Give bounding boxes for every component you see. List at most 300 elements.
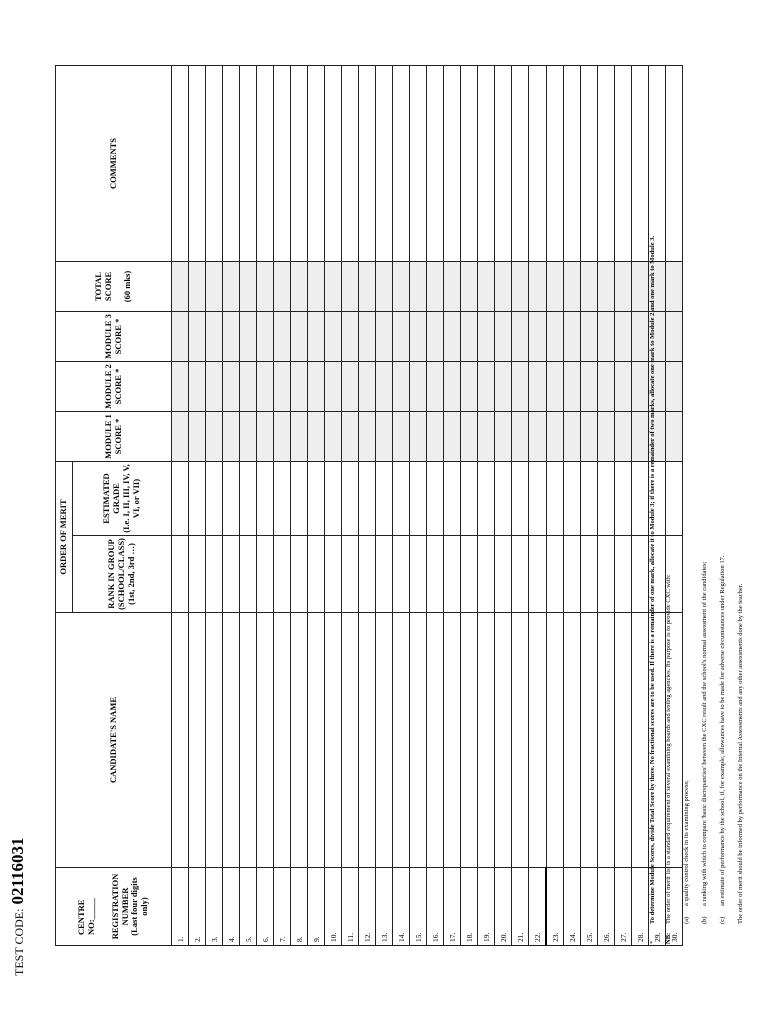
rank-cell[interactable] — [410, 536, 427, 613]
m2-cell[interactable] — [461, 362, 478, 412]
rank-cell[interactable] — [172, 536, 189, 613]
rank-cell[interactable] — [632, 536, 649, 613]
total-cell[interactable] — [427, 262, 444, 312]
total-cell[interactable] — [308, 262, 325, 312]
order-of-merit-header: ORDER OF MERIT — [56, 462, 73, 613]
m3-cell[interactable] — [512, 312, 529, 362]
row-number: 22. — [529, 868, 547, 946]
comments-cell[interactable] — [478, 66, 495, 262]
table-row — [615, 66, 632, 946]
comments-cell[interactable] — [581, 66, 598, 262]
m1-cell[interactable] — [172, 412, 189, 462]
estimated-grade-header: ESTIMATED GRADE (I.e. I, II, III, IV, V, VI, or VII) — [73, 462, 172, 536]
row-number: 6. — [257, 868, 274, 946]
note-b-label: (b) — [701, 916, 708, 924]
name-cell[interactable] — [632, 613, 649, 868]
grade-cell[interactable] — [495, 462, 512, 536]
table-row — [410, 66, 427, 946]
m2-cell[interactable] — [308, 362, 325, 412]
m1-cell[interactable] — [410, 412, 427, 462]
grade-cell[interactable] — [564, 462, 581, 536]
note-b-text: a ranking with which to compare 'basic discrepancies' between the CXC result and the school's normal assessment of the candidates; — [701, 561, 708, 906]
m3-cell[interactable] — [632, 312, 649, 362]
rank-cell[interactable] — [598, 536, 615, 613]
comments-cell[interactable] — [189, 66, 206, 262]
comments-cell[interactable] — [546, 66, 564, 262]
name-cell[interactable] — [427, 613, 444, 868]
comments-cell[interactable] — [649, 66, 666, 262]
rank-cell[interactable] — [427, 536, 444, 613]
total-cell[interactable] — [172, 262, 189, 312]
candidate-name-header: CANDIDATE'S NAME — [56, 613, 172, 868]
grade-cell[interactable] — [172, 462, 189, 536]
comments-cell[interactable] — [206, 66, 223, 262]
total-cell[interactable] — [274, 262, 291, 312]
name-cell[interactable] — [172, 613, 189, 868]
total-score-header: TOTAL SCORE (60 mks) — [56, 262, 172, 312]
m1-cell[interactable] — [274, 412, 291, 462]
row-number: 21. — [512, 868, 529, 946]
m3-cell[interactable] — [393, 312, 410, 362]
table-row — [512, 66, 529, 946]
m3-cell[interactable] — [359, 312, 376, 362]
row-number: 27. — [615, 868, 632, 946]
total-cell[interactable] — [598, 262, 615, 312]
m2-cell[interactable] — [444, 362, 461, 412]
row-number: 16. — [427, 868, 444, 946]
comments-cell[interactable] — [172, 66, 189, 262]
rank-cell[interactable] — [512, 536, 529, 613]
m1-cell[interactable] — [359, 412, 376, 462]
rank-cell[interactable] — [291, 536, 308, 613]
comments-cell[interactable] — [632, 66, 649, 262]
row-number: 17. — [444, 868, 461, 946]
m3-cell[interactable] — [240, 312, 257, 362]
rank-header: RANK IN GROUP (SCHOOL/CLASS) (1st, 2nd, 3rd …) — [73, 536, 172, 613]
rank-cell[interactable] — [240, 536, 257, 613]
m1-cell[interactable] — [529, 412, 547, 462]
table-row — [223, 66, 240, 946]
m3-cell[interactable] — [172, 312, 189, 362]
m1-cell[interactable] — [189, 412, 206, 462]
row-number: 26. — [598, 868, 615, 946]
comments-cell[interactable] — [274, 66, 291, 262]
m1-cell[interactable] — [308, 412, 325, 462]
total-cell[interactable] — [632, 262, 649, 312]
row-number: 24. — [564, 868, 581, 946]
name-cell[interactable] — [342, 613, 359, 868]
total-cell[interactable] — [189, 262, 206, 312]
grade-cell[interactable] — [274, 462, 291, 536]
rank-cell[interactable] — [478, 536, 495, 613]
nb-label: NB: — [665, 932, 672, 944]
m3-cell[interactable] — [189, 312, 206, 362]
total-cell[interactable] — [359, 262, 376, 312]
name-cell[interactable] — [393, 613, 410, 868]
note-a-text: a quality control check in its examining process; — [683, 780, 690, 906]
m2-cell[interactable] — [172, 362, 189, 412]
total-cell[interactable] — [478, 262, 495, 312]
m2-cell[interactable] — [189, 362, 206, 412]
total-cell[interactable] — [615, 262, 632, 312]
m1-cell[interactable] — [478, 412, 495, 462]
name-cell[interactable] — [274, 613, 291, 868]
m3-cell[interactable] — [495, 312, 512, 362]
grade-cell[interactable] — [342, 462, 359, 536]
row-number: 29. — [649, 868, 666, 946]
grade-cell[interactable] — [376, 462, 393, 536]
name-cell[interactable] — [478, 613, 495, 868]
row-number: 11. — [342, 868, 359, 946]
table-row — [529, 66, 547, 946]
name-cell[interactable] — [410, 613, 427, 868]
grade-cell[interactable] — [359, 462, 376, 536]
total-cell[interactable] — [444, 262, 461, 312]
name-cell[interactable] — [308, 613, 325, 868]
comments-cell[interactable] — [512, 66, 529, 262]
m2-cell[interactable] — [512, 362, 529, 412]
m1-cell[interactable] — [206, 412, 223, 462]
name-cell[interactable] — [359, 613, 376, 868]
total-cell[interactable] — [325, 262, 342, 312]
total-cell[interactable] — [240, 262, 257, 312]
m2-cell[interactable] — [393, 362, 410, 412]
m1-cell[interactable] — [444, 412, 461, 462]
test-code-label: TEST CODE: — [12, 908, 26, 976]
rank-cell[interactable] — [223, 536, 240, 613]
m3-cell[interactable] — [444, 312, 461, 362]
m1-cell[interactable] — [461, 412, 478, 462]
m3-cell[interactable] — [615, 312, 632, 362]
comments-cell[interactable] — [461, 66, 478, 262]
row-number: 9. — [308, 868, 325, 946]
comments-cell[interactable] — [495, 66, 512, 262]
m2-cell[interactable] — [529, 362, 547, 412]
m1-cell[interactable] — [291, 412, 308, 462]
asterisk-mark: * — [649, 940, 656, 944]
comments-cell[interactable] — [598, 66, 615, 262]
table-row — [325, 66, 342, 946]
grade-cell[interactable] — [512, 462, 529, 536]
comments-header: COMMENTS — [56, 66, 172, 262]
m3-cell[interactable] — [529, 312, 547, 362]
rank-cell[interactable] — [325, 536, 342, 613]
m3-cell[interactable] — [461, 312, 478, 362]
total-cell[interactable] — [461, 262, 478, 312]
nb-text: The order of merit list is a standard requirement of several examining boards and testing agencies. Its purpose is to provide CXC with: — [665, 574, 672, 924]
row-number: 2. — [189, 868, 206, 946]
table-row — [581, 66, 598, 946]
m3-cell[interactable] — [291, 312, 308, 362]
row-number: 15. — [410, 868, 427, 946]
grade-cell[interactable] — [546, 462, 564, 536]
m2-cell[interactable] — [274, 362, 291, 412]
m1-cell[interactable] — [581, 412, 598, 462]
comments-cell[interactable] — [615, 66, 632, 262]
total-cell[interactable] — [666, 262, 683, 312]
comments-cell[interactable] — [564, 66, 581, 262]
m3-cell[interactable] — [257, 312, 274, 362]
total-cell[interactable] — [410, 262, 427, 312]
m1-cell[interactable] — [615, 412, 632, 462]
table-row — [291, 66, 308, 946]
rank-cell[interactable] — [342, 536, 359, 613]
row-number: 8. — [291, 868, 308, 946]
m1-cell[interactable] — [632, 412, 649, 462]
m3-cell[interactable] — [564, 312, 581, 362]
m3-cell[interactable] — [342, 312, 359, 362]
rank-cell[interactable] — [546, 536, 564, 613]
m2-cell[interactable] — [223, 362, 240, 412]
grade-cell[interactable] — [427, 462, 444, 536]
row-number: 30. — [666, 868, 683, 946]
name-cell[interactable] — [206, 613, 223, 868]
m1-cell[interactable] — [546, 412, 564, 462]
comments-cell[interactable] — [223, 66, 240, 262]
comments-cell[interactable] — [291, 66, 308, 262]
m2-cell[interactable] — [598, 362, 615, 412]
grade-cell[interactable] — [257, 462, 274, 536]
name-cell[interactable] — [325, 613, 342, 868]
name-cell[interactable] — [581, 613, 598, 868]
table-row — [598, 66, 615, 946]
row-number: 4. — [223, 868, 240, 946]
total-cell[interactable] — [529, 262, 547, 312]
comments-cell[interactable] — [410, 66, 427, 262]
determine-note: To determine Module Scores, divide Total Score by three. No fractional scores are to be used. If there is a remainder of one mark, allocate it to Module 3; if there is a remainder of two marks, allocate one mark to Module 2 and one mark to Module 3. — [649, 235, 656, 924]
note-c-text: an estimate of performance by the school, if, for example, allowances have to be made for adverse circumstances under Regulation 17. — [719, 555, 726, 906]
table-row — [546, 66, 564, 946]
name-cell[interactable] — [564, 613, 581, 868]
m2-cell[interactable] — [359, 362, 376, 412]
m1-cell[interactable] — [223, 412, 240, 462]
comments-cell[interactable] — [342, 66, 359, 262]
m2-cell[interactable] — [564, 362, 581, 412]
rank-cell[interactable] — [308, 536, 325, 613]
m1-cell[interactable] — [240, 412, 257, 462]
m2-cell[interactable] — [546, 362, 564, 412]
grade-cell[interactable] — [308, 462, 325, 536]
note-a-label: (a) — [683, 916, 690, 924]
grade-cell[interactable] — [581, 462, 598, 536]
name-cell[interactable] — [291, 613, 308, 868]
name-cell[interactable] — [444, 613, 461, 868]
comments-cell[interactable] — [240, 66, 257, 262]
row-number: 7. — [274, 868, 291, 946]
total-cell[interactable] — [206, 262, 223, 312]
m3-cell[interactable] — [376, 312, 393, 362]
grade-cell[interactable] — [410, 462, 427, 536]
m2-cell[interactable] — [427, 362, 444, 412]
rank-cell[interactable] — [274, 536, 291, 613]
comments-cell[interactable] — [376, 66, 393, 262]
m3-cell[interactable] — [206, 312, 223, 362]
grade-cell[interactable] — [666, 462, 683, 536]
rank-cell[interactable] — [495, 536, 512, 613]
m3-cell[interactable] — [581, 312, 598, 362]
rank-cell[interactable] — [615, 536, 632, 613]
m2-cell[interactable] — [206, 362, 223, 412]
comments-cell[interactable] — [427, 66, 444, 262]
total-cell[interactable] — [376, 262, 393, 312]
total-cell[interactable] — [342, 262, 359, 312]
table-row — [393, 66, 410, 946]
total-cell[interactable] — [257, 262, 274, 312]
grade-cell[interactable] — [598, 462, 615, 536]
total-cell[interactable] — [223, 262, 240, 312]
row-number: 14. — [393, 868, 410, 946]
name-cell[interactable] — [529, 613, 547, 868]
rank-cell[interactable] — [581, 536, 598, 613]
table-row — [632, 66, 649, 946]
comments-cell[interactable] — [444, 66, 461, 262]
total-cell[interactable] — [512, 262, 529, 312]
m2-cell[interactable] — [325, 362, 342, 412]
total-cell[interactable] — [546, 262, 564, 312]
grade-cell[interactable] — [291, 462, 308, 536]
m2-cell[interactable] — [410, 362, 427, 412]
rank-cell[interactable] — [359, 536, 376, 613]
m1-cell[interactable] — [342, 412, 359, 462]
grade-cell[interactable] — [615, 462, 632, 536]
m3-cell[interactable] — [598, 312, 615, 362]
m2-cell[interactable] — [478, 362, 495, 412]
grade-cell[interactable] — [478, 462, 495, 536]
grade-cell[interactable] — [325, 462, 342, 536]
table-row — [564, 66, 581, 946]
grade-cell[interactable] — [444, 462, 461, 536]
table-row — [189, 66, 206, 946]
m1-cell[interactable] — [257, 412, 274, 462]
grade-cell[interactable] — [223, 462, 240, 536]
grade-cell[interactable] — [529, 462, 547, 536]
name-cell[interactable] — [512, 613, 529, 868]
test-code — [8, 837, 28, 976]
centre-no-label: CENTRE NO:_____ — [76, 898, 96, 935]
name-cell[interactable] — [189, 613, 206, 868]
name-cell[interactable] — [461, 613, 478, 868]
name-cell[interactable] — [223, 613, 240, 868]
m2-cell[interactable] — [632, 362, 649, 412]
table-row — [427, 66, 444, 946]
m2-cell[interactable] — [291, 362, 308, 412]
grade-cell[interactable] — [632, 462, 649, 536]
rank-cell[interactable] — [257, 536, 274, 613]
row-number: 19. — [478, 868, 495, 946]
m2-cell[interactable] — [666, 362, 683, 412]
m2-cell[interactable] — [342, 362, 359, 412]
total-cell[interactable] — [291, 262, 308, 312]
m2-cell[interactable] — [257, 362, 274, 412]
m3-cell[interactable] — [325, 312, 342, 362]
comments-cell[interactable] — [393, 66, 410, 262]
comments-cell[interactable] — [666, 66, 683, 262]
rank-cell[interactable] — [444, 536, 461, 613]
m1-cell[interactable] — [598, 412, 615, 462]
total-cell[interactable] — [393, 262, 410, 312]
m1-cell[interactable] — [512, 412, 529, 462]
table-row — [240, 66, 257, 946]
m2-cell[interactable] — [495, 362, 512, 412]
rank-cell[interactable] — [376, 536, 393, 613]
table-row — [257, 66, 274, 946]
m1-cell[interactable] — [495, 412, 512, 462]
m2-cell[interactable] — [240, 362, 257, 412]
rank-cell[interactable] — [529, 536, 547, 613]
row-number: 18. — [461, 868, 478, 946]
comments-cell[interactable] — [529, 66, 547, 262]
m3-cell[interactable] — [223, 312, 240, 362]
comments-cell[interactable] — [359, 66, 376, 262]
grade-cell[interactable] — [206, 462, 223, 536]
note-c-label: (c) — [719, 916, 726, 924]
comments-cell[interactable] — [325, 66, 342, 262]
name-cell[interactable] — [257, 613, 274, 868]
table-row — [376, 66, 393, 946]
row-number: 13. — [376, 868, 393, 946]
table-row — [495, 66, 512, 946]
table-row — [172, 66, 189, 946]
total-cell[interactable] — [564, 262, 581, 312]
rank-cell[interactable] — [393, 536, 410, 613]
m1-cell[interactable] — [666, 412, 683, 462]
total-cell[interactable] — [495, 262, 512, 312]
m1-cell[interactable] — [325, 412, 342, 462]
name-cell[interactable] — [376, 613, 393, 868]
m2-cell[interactable] — [581, 362, 598, 412]
comments-cell[interactable] — [308, 66, 325, 262]
grade-cell[interactable] — [393, 462, 410, 536]
module3-header: MODULE 3 SCORE * — [56, 312, 172, 362]
m2-cell[interactable] — [615, 362, 632, 412]
m1-cell[interactable] — [564, 412, 581, 462]
m1-cell[interactable] — [376, 412, 393, 462]
rank-cell[interactable] — [461, 536, 478, 613]
comments-cell[interactable] — [257, 66, 274, 262]
name-cell[interactable] — [495, 613, 512, 868]
name-cell[interactable] — [598, 613, 615, 868]
m2-cell[interactable] — [376, 362, 393, 412]
table-row — [206, 66, 223, 946]
m1-cell[interactable] — [427, 412, 444, 462]
rank-cell[interactable] — [189, 536, 206, 613]
row-number: 25. — [581, 868, 598, 946]
name-cell[interactable] — [240, 613, 257, 868]
registration-header: CENTRE NO:_____ REGISTRATION NUMBER (Last four digits only) — [56, 868, 172, 946]
m3-cell[interactable] — [478, 312, 495, 362]
rank-cell[interactable] — [206, 536, 223, 613]
grade-cell[interactable] — [240, 462, 257, 536]
row-number: 1. — [172, 868, 189, 946]
table-body — [172, 66, 683, 946]
grade-cell[interactable] — [461, 462, 478, 536]
m3-cell[interactable] — [427, 312, 444, 362]
grade-cell[interactable] — [189, 462, 206, 536]
rank-cell[interactable] — [564, 536, 581, 613]
m3-cell[interactable] — [546, 312, 564, 362]
m3-cell[interactable] — [308, 312, 325, 362]
table-row — [274, 66, 291, 946]
row-number: 20. — [495, 868, 512, 946]
m3-cell[interactable] — [666, 312, 683, 362]
m3-cell[interactable] — [274, 312, 291, 362]
m1-cell[interactable] — [393, 412, 410, 462]
m3-cell[interactable] — [410, 312, 427, 362]
module2-header: MODULE 2 SCORE * — [56, 362, 172, 412]
total-cell[interactable] — [581, 262, 598, 312]
name-cell[interactable] — [615, 613, 632, 868]
name-cell[interactable] — [546, 613, 564, 868]
